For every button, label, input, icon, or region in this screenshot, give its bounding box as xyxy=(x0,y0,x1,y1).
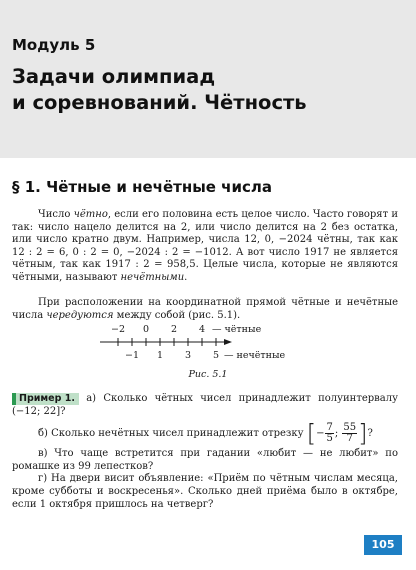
example-problems xyxy=(12,393,398,511)
even-legend-label: — чётные xyxy=(212,324,262,335)
module-title xyxy=(12,64,307,116)
page-number: 105 xyxy=(364,535,402,555)
fraction-separator: ; xyxy=(334,428,339,440)
bracket-close: ] xyxy=(358,419,368,448)
fraction-sign: − xyxy=(316,428,325,440)
example-badge: Пример 1. xyxy=(12,393,79,405)
problem-d: г) На двери висит объявление: «Приём по чётным числам месяца, кроме субботы и воскресенья». Сколько дней приёма было в октябре, если 1 октября пришлось на четверг? xyxy=(12,473,398,510)
odd-tick-label: 3 xyxy=(184,350,192,361)
text-run: При расположении на координатной прямой чётные и нечётные числа xyxy=(12,297,398,321)
odd-legend-label: — нечётные xyxy=(224,350,286,361)
module-title-line2: и соревнований. Чётность xyxy=(12,91,307,114)
text-run: , если его половина есть целое число. Часто говорят и так: число нацело делится на 2, или число делится на 2 без остатка, или число кратно двум. Например, числа 12, 0, −2024 чётны, так как 12 : 2 = 6, 0 : 2 = 0, −2024 : 2 = −1012. А вот число 1917 не является чётным, так как 1917 : 2 = 958,5. Целые числа, которые не являются чётными, называют xyxy=(12,209,399,283)
text-run: Число xyxy=(38,209,74,220)
even-tick-label: 2 xyxy=(170,324,178,335)
number-line-figure xyxy=(0,318,416,368)
text-run: между собой (рис. 5.1). xyxy=(113,309,241,321)
term-odd: нечётными xyxy=(120,271,185,283)
section-heading: § 1. Чётные и нечётные числа xyxy=(12,178,272,196)
problem-a: а) Сколько чётных чисел принадлежит полуинтервалу (−12; 22]? xyxy=(12,393,398,417)
text-run: . xyxy=(184,271,188,283)
even-tick-label: 0 xyxy=(142,324,150,335)
even-tick-label: 4 xyxy=(198,324,206,335)
problem-b-end: ? xyxy=(367,428,373,440)
problem-c: в) Что чаще встретится при гадании «любит — не любит» по ромашке из 99 лепестков? xyxy=(12,448,398,472)
axis-arrow-icon xyxy=(224,339,232,345)
fraction-1: $\frac{7}{5}$ xyxy=(326,422,333,445)
odd-tick-label: −1 xyxy=(124,350,140,361)
problem-b-text: б) Сколько нечётных чисел принадлежит отрезку xyxy=(38,428,307,440)
module-label: Модуль 5 xyxy=(12,36,96,54)
odd-tick-label: 1 xyxy=(156,350,164,361)
fraction-2: $\frac{55}{7}$ xyxy=(343,422,357,445)
figure-caption: Рис. 5.1 xyxy=(188,369,228,380)
term-alternate: чередуются xyxy=(46,309,114,321)
paragraph-definition xyxy=(12,209,398,285)
module-title-line1: Задачи олимпиад xyxy=(12,65,216,88)
term-even: чётно xyxy=(73,209,108,220)
bracket-open: [ xyxy=(306,419,317,448)
even-tick-label: −2 xyxy=(110,324,126,335)
odd-tick-label: 5 xyxy=(212,350,220,361)
